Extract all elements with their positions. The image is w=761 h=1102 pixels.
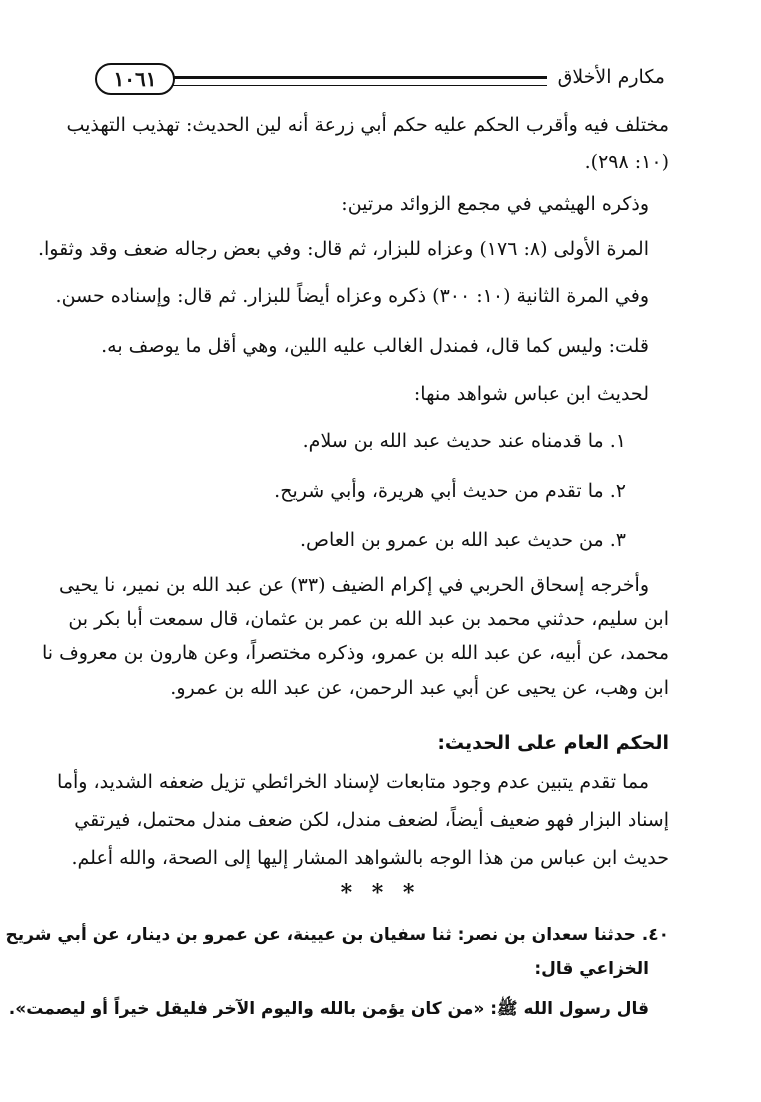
text-line: مختلف فيه وأقرب الحكم عليه حكم أبي زرعة أنه لين الحديث: تهذيب التهذيب — [66, 114, 669, 136]
text-line: حديث ابن عباس من هذا الوجه بالشواهد المشار إليها إلى الصحة، والله أعلم. — [71, 847, 669, 869]
text-line: ابن وهب، عن يحيى عن أبي عبد الرحمن، عن عبد الله بن عمرو. — [170, 677, 669, 699]
text-line: قلت: وليس كما قال، فمندل الغالب عليه اللين، وهي أقل ما يوصف به. — [101, 335, 649, 357]
text-line: وذكره الهيثمي في مجمع الزوائد مرتين: — [341, 193, 649, 215]
text-line: وأخرجه إسحاق الحربي في إكرام الضيف (٣٣) عن عبد الله بن نمير، نا يحيى — [59, 574, 649, 596]
text-line: إسناد البزار فهو ضعيف أيضاً، لضعف مندل، لكن ضعف مندل محتمل، فيرتقي — [74, 809, 669, 831]
hadith-matn: قال رسول الله ﷺ: «من كان يؤمن بالله واليوم الآخر فليقل خيراً أو ليصمت». — [8, 999, 649, 1019]
text-line: محمد، عن أبيه، عن عبد الله بن عمرو، وذكره مختصراً، وعن هارون بن معروف نا — [41, 642, 669, 664]
hadith-isnad: ٤٠. حدثنا سعدان بن نصر: ثنا سفيان بن عيينة، عن عمرو بن دينار، عن أبي شريح — [5, 925, 669, 945]
list-item: ١. ما قدمناه عند حديث عبد الله بن سلام. — [302, 430, 626, 452]
section-separator: * * * — [340, 880, 421, 906]
text-line: مما تقدم يتبين عدم وجود متابعات لإسناد الخرائطي تزيل ضعفه الشديد، وأما — [57, 771, 649, 793]
text-line: المرة الأولى (٨: ١٧٦) وعزاه للبزار، ثم قال: وفي بعض رجاله ضعف وقد وثقوا. — [37, 238, 649, 260]
text-line: وفي المرة الثانية (١٠: ٣٠٠) ذكره وعزاه أيضاً للبزار. ثم قال: وإسناده حسن. — [55, 285, 649, 307]
text-line: (١٠: ٢٩٨). — [584, 151, 669, 173]
section-heading: الحكم العام على الحديث: — [437, 732, 669, 754]
page-header — [95, 62, 665, 102]
text-line: لحديث ابن عباس شواهد منها: — [413, 383, 649, 405]
header-rule — [173, 76, 547, 86]
text-line: ابن سليم، حدثني محمد بن عبد الله بن عمر بن عثمان، قال سمعت أبا بكر بن — [68, 608, 669, 630]
hadith-isnad: الخزاعي قال: — [534, 959, 649, 979]
page-number: ١٠٦١ — [95, 63, 175, 95]
book-title: مكارم الأخلاق — [557, 66, 665, 88]
list-item: ٢. ما تقدم من حديث أبي هريرة، وأبي شريح. — [274, 480, 626, 502]
list-item: ٣. من حديث عبد الله بن عمرو بن العاص. — [300, 529, 626, 551]
